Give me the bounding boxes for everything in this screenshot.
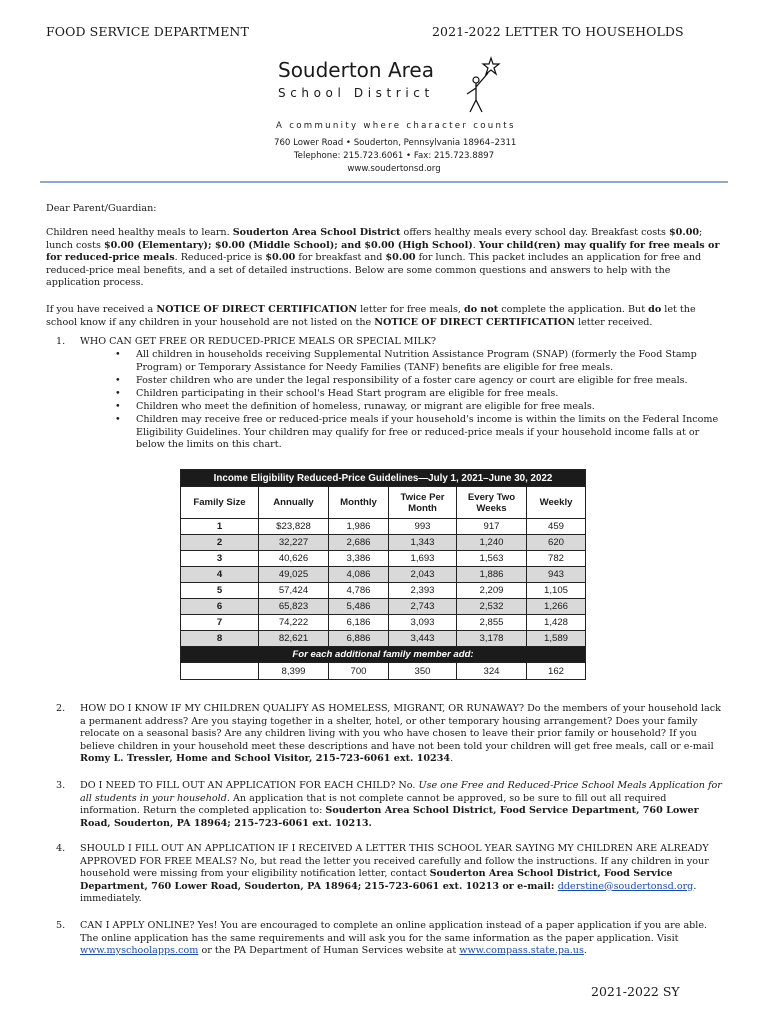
bullet-icon: • (115, 375, 121, 386)
footer-school-year: 2021-2022 SY (591, 984, 680, 999)
table-row: 4 49,025 4,086 2,043 1,886 943 (181, 567, 586, 583)
star-figure-icon (457, 56, 503, 116)
table-row: 6 65,823 5,486 2,743 2,532 1,266 (181, 599, 586, 615)
question-number: 5. (56, 920, 66, 931)
table-row: 5 57,424 4,786 2,393 2,209 1,105 (181, 583, 586, 599)
intro-paragraph: Children need healthy meals to learn. Souderton Area School District offers healthy meals every school day. Breakfast costs $0.00; lunch costs $0.00 (Elementary); $0.00 (Middle School); and $0.00 (High School). Your child(ren) may qualify for free meals or for reduced-price meals. Reduced-price is $0.00 for breakfast and $0.00 for lunch. This packet includes an application for free and reduced-price meal benefits, and a set of detailed instructions. Below are some common questions and answers to help with the application process. (46, 227, 720, 289)
direct-certification-paragraph: If you have received a NOTICE OF DIRECT CERTIFICATION letter for free meals, do not complete the application. But do let the school know if any children in your household are not listed on the NOTICE OF DIRECT CERTIFICATION letter received. (46, 304, 696, 328)
table-row: 7 74,222 6,186 3,093 2,855 1,428 (181, 615, 586, 631)
contact-email-link[interactable]: dderstine@soudertonsd.org (557, 880, 694, 892)
salutation: Dear Parent/Guardian: (46, 203, 157, 214)
bullet-icon: • (115, 414, 121, 425)
bullet-icon: • (115, 388, 121, 399)
bullet-icon: • (115, 401, 121, 412)
question-number: 1. (56, 336, 66, 347)
compass-link[interactable]: www.compass.state.pa.us (459, 945, 584, 957)
column-header: Family Size (181, 487, 259, 519)
question-1-title: WHO CAN GET FREE OR REDUCED-PRICE MEALS OR SPECIAL MILK? (80, 336, 437, 347)
logo-tagline: A community where character counts (276, 121, 516, 131)
column-header: Twice Per Month (389, 487, 457, 519)
district-phone: Telephone: 215.723.6061 • Fax: 215.723.8897 (293, 151, 495, 161)
question-number: 4. (56, 843, 66, 854)
header-divider (40, 181, 728, 183)
table-row: 2 32,227 2,686 1,343 1,240 620 (181, 535, 586, 551)
column-header: Weekly (527, 487, 586, 519)
logo-name-line2: School District (278, 86, 434, 100)
table-row: 8,399 700 350 324 162 (181, 663, 586, 680)
table-caption: Income Eligibility Reduced-Price Guidelines—July 1, 2021–June 30, 2022 (181, 470, 586, 487)
myschoolapps-link[interactable]: www.myschoolapps.com (80, 945, 199, 957)
header-left: FOOD SERVICE DEPARTMENT (46, 24, 249, 39)
header-right: 2021-2022 LETTER TO HOUSEHOLDS (432, 24, 684, 39)
question-number: 2. (56, 703, 66, 714)
additional-member-label: For each additional family member add: (181, 647, 586, 663)
table-row: 1 $23,828 1,986 993 917 459 (181, 519, 586, 535)
income-eligibility-table (180, 469, 586, 680)
table-row: 8 82,621 6,886 3,443 3,178 1,589 (181, 631, 586, 647)
logo-name-line1: Souderton Area (278, 58, 434, 82)
table-row: 3 40,626 3,386 1,693 1,563 782 (181, 551, 586, 567)
column-header: Monthly (329, 487, 389, 519)
column-header: Annually (259, 487, 329, 519)
district-address: 760 Lower Road • Souderton, Pennsylvania 18964–2311 (274, 138, 517, 148)
bullet-icon: • (115, 349, 121, 360)
district-website: www.soudertonsd.org (347, 164, 441, 174)
column-header: Every Two Weeks (457, 487, 527, 519)
question-number: 3. (56, 780, 66, 791)
